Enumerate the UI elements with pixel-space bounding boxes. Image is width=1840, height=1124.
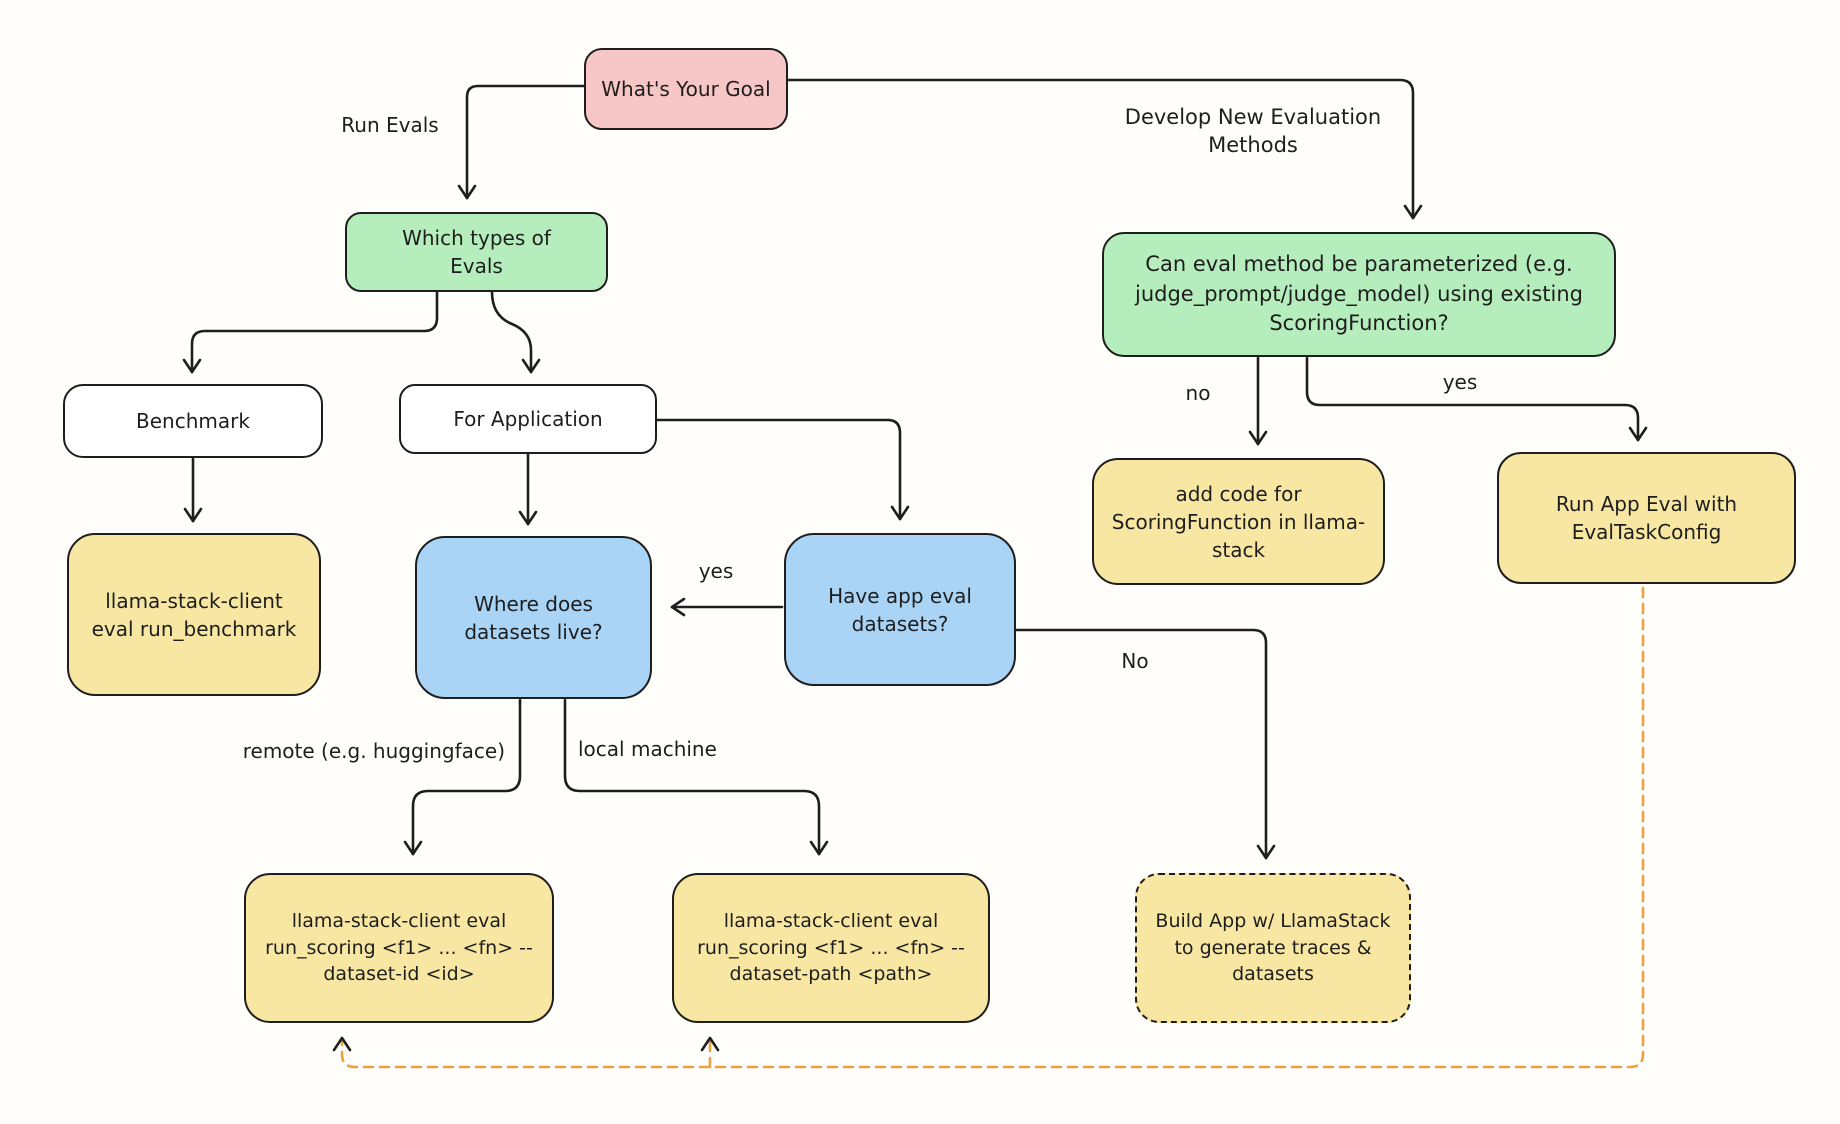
node-label: What's Your Goal (601, 77, 771, 101)
edge-label-yes-have-datasets: yes (698, 559, 734, 583)
edge-which-types-to-benchmark (192, 292, 437, 372)
edge-goal-to-which-types (467, 86, 584, 198)
node-where-does-datasets-live (415, 536, 652, 699)
edge-label-local-machine: local machine (578, 737, 717, 761)
node-build-app-with-llamastack (1135, 873, 1411, 1023)
edge-where-datasets-to-run-scoring-path-local (565, 700, 819, 854)
node-label: Where does datasets live? (464, 591, 603, 644)
edge-for-application-to-have-datasets (657, 420, 900, 519)
edge-label-develop-new-evaluation-methods: Develop New Evaluation Methods (1124, 105, 1382, 158)
edge-where-datasets-to-run-scoring-id-remote (413, 700, 520, 854)
node-label: Benchmark (136, 409, 250, 433)
node-run-benchmark-command (67, 533, 321, 696)
node-for-application (399, 384, 657, 454)
node-run-app-eval-with-evaltaskconfig (1497, 452, 1796, 584)
node-whats-your-goal (584, 48, 788, 130)
node-label: Run App Eval with EvalTaskConfig (1555, 492, 1738, 544)
node-run-scoring-dataset-path-command (672, 873, 990, 1023)
node-label: llama-stack-client eval run_scoring <f1> ... <fn> --dataset-path <path> (697, 910, 965, 986)
node-have-app-eval-datasets (784, 533, 1016, 686)
edge-label-no-have-datasets: No (1121, 649, 1149, 673)
node-which-types-of-evals (345, 212, 608, 292)
edge-label-no-parameterized: no (1185, 381, 1211, 405)
node-label: Which types of Evals (402, 226, 551, 278)
node-benchmark (63, 384, 323, 458)
node-can-eval-method-be-parameterized (1102, 232, 1616, 357)
edge-label-yes-parameterized: yes (1442, 370, 1478, 394)
node-label: llama-stack-client eval run_benchmark (91, 588, 297, 641)
node-label: Have app eval datasets? (828, 583, 972, 636)
node-label: add code for ScoringFunction in llama-stack (1111, 481, 1366, 562)
edge-label-remote-huggingface: remote (e.g. huggingface) (242, 739, 505, 763)
node-label: Build App w/ LlamaStack to generate traces & datasets (1155, 910, 1391, 986)
edge-label-run-evals: Run Evals (341, 113, 439, 137)
node-label: llama-stack-client eval run_scoring <f1> ... <fn> --dataset-id <id> (265, 910, 533, 986)
node-label: For Application (453, 407, 603, 431)
node-add-code-for-scoringfunction (1092, 458, 1385, 585)
node-label: Can eval method be parameterized (e.g. judge_prompt/judge_model) using existing ScoringFunction? (1134, 252, 1583, 336)
node-run-scoring-dataset-id-command (244, 873, 554, 1023)
edge-which-types-to-for-application (492, 292, 531, 372)
